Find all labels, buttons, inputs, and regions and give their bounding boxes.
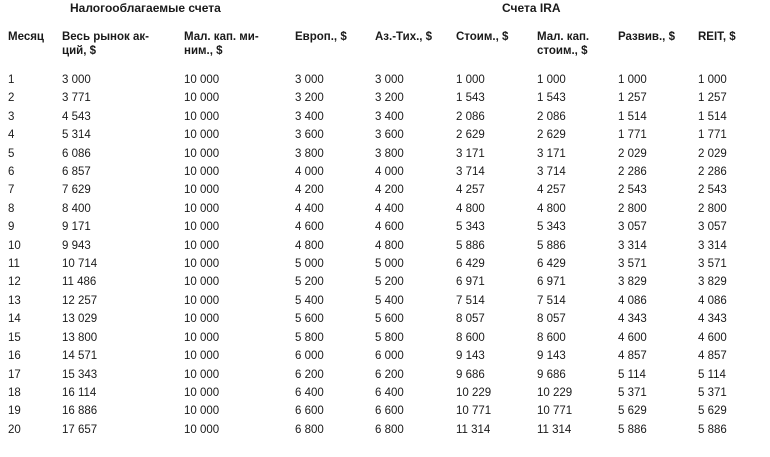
table-cell: 1 000 bbox=[456, 74, 485, 86]
table-cell: 4 bbox=[8, 129, 15, 142]
table-cell: 4 800 bbox=[456, 202, 485, 215]
table-cell: 5 886 bbox=[456, 239, 485, 252]
table-row bbox=[0, 347, 770, 365]
table-cell: 6 bbox=[8, 166, 15, 179]
table-cell: 2 629 bbox=[456, 129, 485, 142]
table-cell: 3 314 bbox=[698, 239, 727, 252]
table-cell: 10 000 bbox=[184, 368, 220, 381]
table-cell: 5 800 bbox=[295, 331, 324, 344]
table-cell: 11 314 bbox=[456, 423, 491, 436]
table-cell: 1 000 bbox=[698, 74, 727, 86]
table-cell: 9 143 bbox=[456, 350, 485, 363]
table-cell: 7 514 bbox=[456, 294, 485, 307]
table-cell: 4 200 bbox=[375, 184, 404, 197]
table-cell: 1 000 bbox=[618, 74, 647, 86]
table-cell: 5 886 bbox=[618, 423, 647, 436]
table-cell: 1 771 bbox=[698, 129, 727, 142]
table-cell: 2 800 bbox=[698, 202, 727, 215]
taxable-accounts-header: Налогооблагаемые счета bbox=[70, 1, 221, 15]
table-cell: 13 029 bbox=[62, 313, 98, 326]
table-cell: 3 800 bbox=[295, 147, 324, 160]
table-cell: 4 257 bbox=[456, 184, 485, 197]
table-cell: 1 543 bbox=[537, 92, 566, 105]
table-cell: 8 600 bbox=[537, 331, 566, 344]
table-cell: 4 200 bbox=[295, 184, 324, 197]
table-cell: 6 000 bbox=[295, 350, 324, 363]
table-cell: 5 886 bbox=[698, 423, 727, 436]
table-cell: 1 771 bbox=[618, 129, 647, 142]
column-header: Месяц bbox=[8, 31, 44, 43]
table-cell: 4 600 bbox=[698, 331, 727, 344]
table-cell: 15 bbox=[8, 331, 21, 344]
table-cell: 6 000 bbox=[375, 350, 404, 363]
table-cell: 5 600 bbox=[295, 313, 324, 326]
table-cell: 10 000 bbox=[184, 92, 220, 105]
table-row bbox=[0, 292, 770, 310]
table-cell: 4 000 bbox=[295, 166, 324, 179]
table-cell: 15 343 bbox=[62, 368, 98, 381]
table-row bbox=[0, 126, 770, 144]
table-cell: 10 000 bbox=[184, 239, 220, 252]
table-cell: 14 bbox=[8, 313, 21, 326]
table-cell: 13 800 bbox=[62, 331, 98, 344]
table-cell: 8 600 bbox=[456, 331, 485, 344]
table-cell: 3 200 bbox=[295, 92, 324, 105]
data-table bbox=[0, 71, 770, 439]
table-cell: 3 800 bbox=[375, 147, 404, 160]
table-cell: 10 714 bbox=[62, 258, 98, 271]
table-cell: 5 371 bbox=[698, 386, 727, 399]
table-row bbox=[0, 329, 770, 347]
table-cell: 4 000 bbox=[375, 166, 404, 179]
table-cell: 7 629 bbox=[62, 184, 91, 197]
table-cell: 6 200 bbox=[375, 368, 404, 381]
table-cell: 10 000 bbox=[184, 110, 220, 123]
table-cell: 1 514 bbox=[698, 110, 727, 123]
table-cell: 5 629 bbox=[698, 405, 727, 418]
table-cell: 6 600 bbox=[375, 405, 404, 418]
table-cell: 5 000 bbox=[375, 258, 404, 271]
table-cell: 4 400 bbox=[295, 202, 324, 215]
table-cell: 1 000 bbox=[537, 74, 566, 86]
table-row bbox=[0, 255, 770, 273]
table-cell: 2 029 bbox=[698, 147, 727, 160]
table-cell: 9 686 bbox=[537, 368, 566, 381]
table-cell: 3 000 bbox=[375, 74, 404, 86]
table-cell: 18 bbox=[8, 386, 21, 399]
table-cell: 5 371 bbox=[618, 386, 647, 399]
table-row bbox=[0, 310, 770, 328]
table-cell: 10 000 bbox=[184, 184, 220, 197]
table-cell: 2 286 bbox=[698, 166, 727, 179]
table-cell: 10 771 bbox=[456, 405, 492, 418]
table-cell: 11 486 bbox=[62, 276, 97, 289]
table-cell: 3 714 bbox=[537, 166, 566, 179]
table-cell: 4 400 bbox=[375, 202, 404, 215]
table-cell: 6 971 bbox=[537, 276, 566, 289]
table-cell: 9 171 bbox=[62, 221, 91, 234]
table-cell: 3 400 bbox=[295, 110, 324, 123]
table-cell: 9 686 bbox=[456, 368, 485, 381]
table-cell: 10 000 bbox=[184, 405, 220, 418]
table-cell: 2 543 bbox=[618, 184, 647, 197]
table-row bbox=[0, 163, 770, 181]
table-cell: 8 400 bbox=[62, 202, 91, 215]
table-cell: 5 629 bbox=[618, 405, 647, 418]
table-cell: 6 600 bbox=[295, 405, 324, 418]
column-header: REIT, $ bbox=[698, 31, 736, 43]
table-cell: 10 229 bbox=[537, 386, 573, 399]
table-cell: 19 bbox=[8, 405, 21, 418]
table-cell: 1 257 bbox=[698, 92, 727, 105]
table-cell: 5 114 bbox=[698, 368, 726, 381]
table-cell: 10 000 bbox=[184, 74, 220, 86]
table-cell: 10 000 bbox=[184, 258, 220, 271]
table-cell: 17 bbox=[8, 368, 21, 381]
table-cell: 4 343 bbox=[618, 313, 647, 326]
table-row bbox=[0, 421, 770, 439]
table-cell: 2 086 bbox=[537, 110, 566, 123]
table-row bbox=[0, 237, 770, 255]
table-cell: 4 857 bbox=[698, 350, 727, 363]
table-cell: 1 257 bbox=[618, 92, 647, 105]
column-header: Весь рынок ак- ций, $ bbox=[62, 31, 149, 57]
table-cell: 12 257 bbox=[62, 294, 98, 307]
table-cell: 6 429 bbox=[456, 258, 485, 271]
table-cell: 16 bbox=[8, 350, 21, 363]
table-cell: 6 800 bbox=[295, 423, 324, 436]
table-cell: 6 086 bbox=[62, 147, 91, 160]
table-cell: 4 343 bbox=[698, 313, 727, 326]
table-cell: 8 bbox=[8, 202, 15, 215]
table-cell: 3 771 bbox=[62, 92, 91, 105]
table-cell: 6 971 bbox=[456, 276, 485, 289]
table-cell: 4 600 bbox=[618, 331, 647, 344]
table-cell: 6 800 bbox=[375, 423, 404, 436]
table-cell: 5 114 bbox=[618, 368, 646, 381]
table-cell: 16 114 bbox=[62, 386, 97, 399]
table-cell: 3 829 bbox=[618, 276, 647, 289]
table-cell: 6 200 bbox=[295, 368, 324, 381]
table-cell: 2 629 bbox=[537, 129, 566, 142]
table-cell: 10 000 bbox=[184, 129, 220, 142]
table-body bbox=[0, 71, 770, 439]
table-cell: 9 bbox=[8, 221, 15, 234]
table-cell: 14 571 bbox=[62, 350, 98, 363]
table-cell: 17 657 bbox=[62, 423, 98, 436]
table-cell: 6 429 bbox=[537, 258, 566, 271]
table-cell: 3 200 bbox=[375, 92, 404, 105]
table-cell: 6 400 bbox=[375, 386, 404, 399]
table-cell: 10 000 bbox=[184, 386, 220, 399]
table-cell: 2 086 bbox=[456, 110, 485, 123]
table-row bbox=[0, 71, 770, 89]
table-cell: 9 943 bbox=[62, 239, 91, 252]
table-row bbox=[0, 89, 770, 107]
table-cell: 3 571 bbox=[698, 258, 727, 271]
table-cell: 3 714 bbox=[456, 166, 485, 179]
table-cell: 2 bbox=[8, 92, 15, 105]
table-cell: 1 543 bbox=[456, 92, 485, 105]
table-cell: 5 800 bbox=[375, 331, 404, 344]
table-cell: 5 000 bbox=[295, 258, 324, 271]
table-row bbox=[0, 181, 770, 199]
table-cell: 3 314 bbox=[618, 239, 647, 252]
table-row bbox=[0, 200, 770, 218]
table-cell: 4 257 bbox=[537, 184, 566, 197]
table-cell: 5 314 bbox=[62, 129, 91, 142]
table-cell: 10 000 bbox=[184, 423, 220, 436]
table-cell: 3 571 bbox=[618, 258, 647, 271]
table-cell: 1 bbox=[8, 74, 15, 86]
table-cell: 4 857 bbox=[618, 350, 647, 363]
table-row bbox=[0, 145, 770, 163]
table-cell: 4 600 bbox=[295, 221, 324, 234]
column-header: Мал. кап. ми- ним., $ bbox=[184, 31, 259, 57]
table-cell: 10 229 bbox=[456, 386, 492, 399]
table-cell: 3 400 bbox=[375, 110, 404, 123]
table-cell: 10 000 bbox=[184, 313, 220, 326]
column-header: Аз.-Тих., $ bbox=[375, 31, 433, 43]
column-header: Европ., $ bbox=[295, 31, 347, 43]
table-cell: 2 286 bbox=[618, 166, 647, 179]
table-cell: 3 600 bbox=[295, 129, 324, 142]
table-cell: 8 057 bbox=[456, 313, 485, 326]
table-cell: 20 bbox=[8, 423, 21, 436]
table-cell: 13 bbox=[8, 294, 21, 307]
table-cell: 9 143 bbox=[537, 350, 566, 363]
table-cell: 5 343 bbox=[456, 221, 485, 234]
table-cell: 10 000 bbox=[184, 202, 220, 215]
table-cell: 5 200 bbox=[295, 276, 324, 289]
column-header: Мал. кап. стоим., $ bbox=[537, 31, 590, 57]
table-cell: 12 bbox=[8, 276, 21, 289]
table-cell: 7 514 bbox=[537, 294, 566, 307]
table-cell: 5 886 bbox=[537, 239, 566, 252]
table-cell: 2 543 bbox=[698, 184, 727, 197]
table-cell: 3 171 bbox=[456, 147, 485, 160]
table-row bbox=[0, 218, 770, 236]
table-cell: 3 600 bbox=[375, 129, 404, 142]
table-cell: 5 600 bbox=[375, 313, 404, 326]
table-cell: 5 200 bbox=[375, 276, 404, 289]
table-cell: 10 000 bbox=[184, 294, 220, 307]
table-row bbox=[0, 366, 770, 384]
column-header: Стоим., $ bbox=[456, 31, 509, 43]
table-cell: 4 800 bbox=[537, 202, 566, 215]
ira-accounts-header: Счета IRA bbox=[502, 1, 561, 15]
table-cell: 10 771 bbox=[537, 405, 573, 418]
table-cell: 3 171 bbox=[537, 147, 566, 160]
table-row bbox=[0, 273, 770, 291]
table-cell: 16 886 bbox=[62, 405, 98, 418]
table-cell: 10 000 bbox=[184, 276, 220, 289]
table-row bbox=[0, 384, 770, 402]
table-cell: 4 086 bbox=[698, 294, 727, 307]
table-cell: 10 000 bbox=[184, 221, 220, 234]
table-cell: 10 000 bbox=[184, 166, 220, 179]
table-cell: 6 857 bbox=[62, 166, 91, 179]
table-cell: 3 057 bbox=[698, 221, 727, 234]
table-cell: 3 000 bbox=[62, 74, 91, 86]
table-row bbox=[0, 402, 770, 420]
table-cell: 3 000 bbox=[295, 74, 324, 86]
table-cell: 3 829 bbox=[698, 276, 727, 289]
table-cell: 4 600 bbox=[375, 221, 404, 234]
table-cell: 5 343 bbox=[537, 221, 566, 234]
table-cell: 11 bbox=[8, 258, 20, 271]
table-cell: 10 000 bbox=[184, 147, 220, 160]
table-cell: 4 086 bbox=[618, 294, 647, 307]
table-cell: 11 314 bbox=[537, 423, 572, 436]
table-cell: 3 bbox=[8, 110, 15, 123]
column-header: Развив., $ bbox=[618, 31, 675, 43]
table-cell: 6 400 bbox=[295, 386, 324, 399]
table-cell: 1 514 bbox=[618, 110, 647, 123]
table-cell: 7 bbox=[8, 184, 15, 197]
table-cell: 8 057 bbox=[537, 313, 566, 326]
table-cell: 10 bbox=[8, 239, 21, 252]
table-cell: 3 057 bbox=[618, 221, 647, 234]
table-cell: 4 800 bbox=[375, 239, 404, 252]
table-row bbox=[0, 108, 770, 126]
table-cell: 4 800 bbox=[295, 239, 324, 252]
table-cell: 10 000 bbox=[184, 350, 220, 363]
table-cell: 5 400 bbox=[375, 294, 404, 307]
table-cell: 4 543 bbox=[62, 110, 91, 123]
table-cell: 5 bbox=[8, 147, 15, 160]
table-cell: 2 029 bbox=[618, 147, 647, 160]
table-cell: 2 800 bbox=[618, 202, 647, 215]
table-cell: 10 000 bbox=[184, 331, 220, 344]
table-cell: 5 400 bbox=[295, 294, 324, 307]
